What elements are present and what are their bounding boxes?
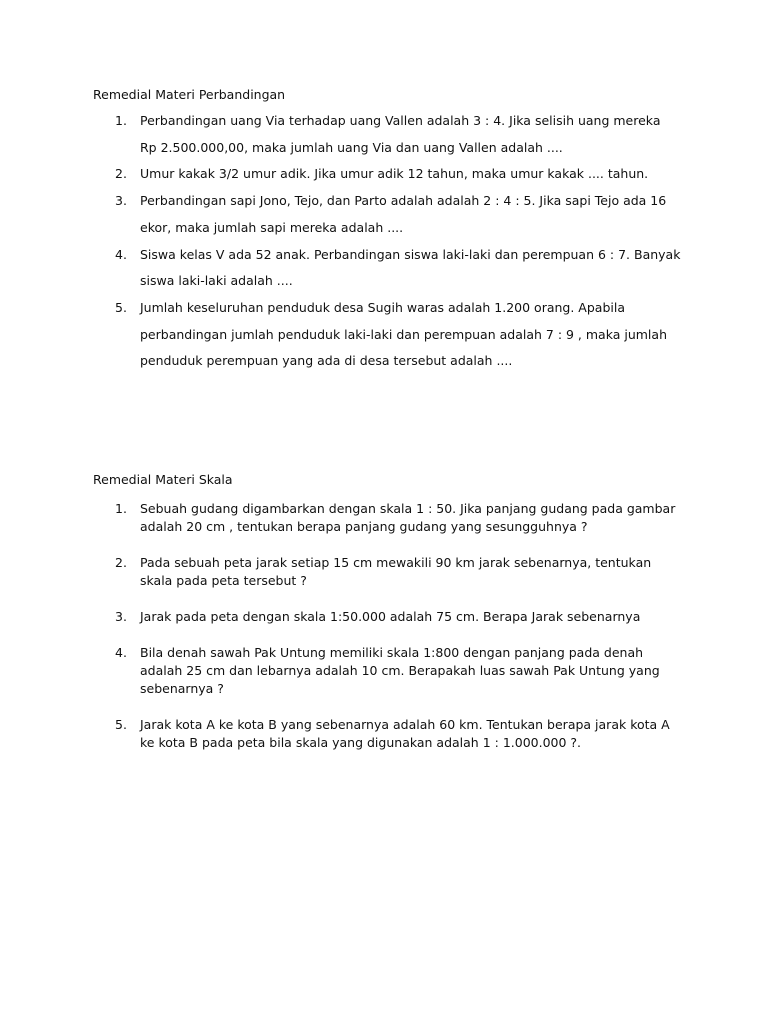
perbandingan-list (93, 108, 683, 375)
item-text-line: penduduk perempuan yang ada di desa tersebut adalah .... (140, 353, 513, 369)
item-number: 4. (115, 645, 127, 660)
perbandingan-section (93, 86, 683, 375)
perbandingan-heading: Remedial Materi Perbandingan (93, 87, 286, 102)
item-text-line: Perbandingan uang Via terhadap uang Vallen adalah 3 : 4. Jika selisih uang mereka (140, 113, 661, 128)
item-text-line: Rp 2.500.000,00, maka jumlah uang Via dan uang Vallen adalah .... (140, 139, 563, 155)
list-item (93, 242, 683, 295)
skala-list (93, 500, 683, 752)
item-text-line: Siswa kelas V ada 52 anak. Perbandingan siswa laki-laki dan perempuan 6 : 7. Banyak (140, 246, 681, 262)
item-text-line: adalah 25 cm dan lebarnya adalah 10 cm. Berapakah luas sawah Pak Untung yang (140, 663, 660, 678)
item-text-line: Jarak pada peta dengan skala 1:50.000 adalah 75 cm. Berapa Jarak sebenarnya (140, 609, 641, 624)
item-number: 5. (115, 299, 127, 315)
list-item (93, 108, 683, 161)
item-text-line: Bila denah sawah Pak Untung memiliki skala 1:800 dengan panjang pada denah (140, 645, 644, 660)
item-number: 1. (115, 113, 127, 128)
item-number: 1. (115, 501, 127, 516)
list-item (93, 295, 683, 375)
list-item (93, 608, 683, 626)
item-text-line: Jumlah keseluruhan penduduk desa Sugih waras adalah 1.200 orang. Apabila (140, 299, 625, 315)
list-item (93, 644, 683, 698)
list-item (93, 161, 683, 188)
item-text-line: siswa laki-laki adalah .... (140, 273, 293, 289)
item-text-line: Pada sebuah peta jarak setiap 15 cm mewakili 90 km jarak sebenarnya, tentukan (140, 555, 652, 570)
list-item (93, 554, 683, 590)
item-text-line: Jarak kota A ke kota B yang sebenarnya adalah 60 km. Tentukan berapa jarak kota A (140, 717, 670, 732)
item-number: 2. (115, 166, 127, 182)
list-item (93, 500, 683, 536)
skala-heading: Remedial Materi Skala (93, 472, 233, 487)
list-item (93, 188, 683, 241)
item-text-line: Sebuah gudang digambarkan dengan skala 1 : 50. Jika panjang gudang pada gambar (140, 501, 676, 516)
item-text-line: adalah 20 cm , tentukan berapa panjang gudang yang sesungguhnya ? (140, 519, 588, 534)
skala-section (93, 471, 683, 770)
item-text-line: Perbandingan sapi Jono, Tejo, dan Parto adalah adalah 2 : 4 : 5. Jika sapi Tejo ada 16 (140, 193, 667, 209)
item-number: 2. (115, 555, 127, 570)
item-text-line: sebenarnya ? (140, 681, 224, 696)
item-number: 4. (115, 246, 127, 262)
item-number: 3. (115, 609, 127, 624)
list-item (93, 716, 683, 752)
item-text-line: skala pada peta tersebut ? (140, 573, 307, 588)
item-number: 3. (115, 193, 127, 209)
item-number: 5. (115, 717, 127, 732)
item-text-line: perbandingan jumlah penduduk laki-laki dan perempuan adalah 7 : 9 , maka jumlah (140, 326, 667, 342)
item-text-line: ekor, maka jumlah sapi mereka adalah .... (140, 219, 404, 235)
item-text-line: ke kota B pada peta bila skala yang digunakan adalah 1 : 1.000.000 ?. (140, 735, 582, 750)
item-text-line: Umur kakak 3/2 umur adik. Jika umur adik 12 tahun, maka umur kakak .... tahun. (140, 166, 649, 182)
